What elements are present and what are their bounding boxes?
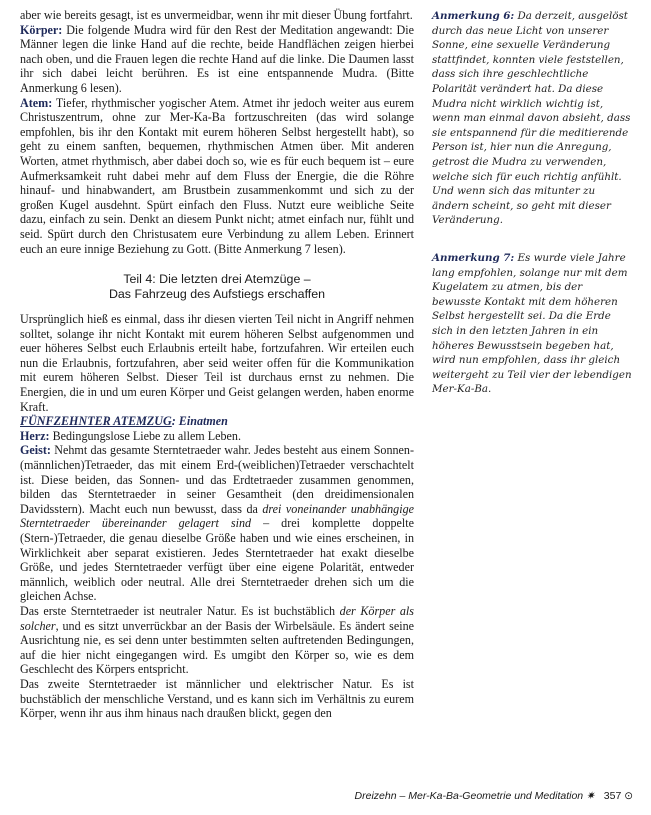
paragraph-atem [20, 96, 414, 257]
paragraph-koerper [20, 23, 414, 96]
paragraph-geist [20, 443, 414, 604]
text-p5-a: Das erste Sterntetraeder ist neutraler Natur. Es ist buchstäblich [20, 603, 340, 618]
paragraph-second-tetrahedron: Das zweite Sterntetraeder ist männlicher und elektrischer Natur. Es ist buchstäblich der menschliche Verstand, und es kann sich im Verhältnis zu eurem Körper, wenn ihr aus ihm hinaus nach draußen blickt, gegen den [20, 676, 414, 721]
text-atem: Tiefer, rhythmischer yogischer Atem. Atmet ihr jedoch weiter aus eurem Christuszentrum, ohne zur Mer-Ka-Ba fortzuschreiten (das wird solange empfohlen, bis ihr den Kontakt mit eurem höheren Selbst hergestellt habt), so geht zu einem sanften, bequemen, rhythmischen Atmen über. Mit anderen Worten, atmet rhythmisch, aber dabei doch so, wie es für euch bequem ist – eure Aufmerksamkeit ruht dabei mehr auf dem Fluss der Energie, die die Röhre hinauf- und hinabwandert, am Brustbein zusammenkommt und sich zu der großen Kugel ausdehnt. Spürt einfach den Fluss. Nutzt eure weibliche Seite dazu, einfach zu sein. Denkt an diesem Punkt nicht; atmet einfach nur, fühlt und seid. Spürt durch den Christusatem eure Verbindung zu allem Leben. Erinnert euch an eure innige Beziehung zu Gott. (Bitte Anmerkung 7 lesen). [20, 95, 414, 256]
section-title-sub: : Einatmen [171, 414, 228, 429]
sidebar-note-6 [432, 9, 632, 228]
text-geist-emphasis: drei voneinander unabhängige Sterntetraeder übereinander gelagert sind [20, 501, 414, 531]
note7-label: Anmerkung 7: [432, 252, 515, 264]
note6-label: Anmerkung 6: [432, 10, 515, 22]
section-title-main: FÜNFZEHNTER ATEMZUG [20, 414, 172, 429]
text-geist-b: – drei komplette doppelte (Stern-)Tetraeder, die genau dieselbe Größe haben und wie eines erscheinen, in Wirklichkeit aber separat existieren. Jedes Sterntetraeder hat exakt dieselbe Größe, und jedes Sterntetraeder verfügt über eine eigene Polarität, entweder männlich, weiblich oder neutral. Alle drei Sterntetraeder drehen sich um die gleichen Achse. [20, 516, 414, 604]
text-geist-a: Nehmt das gesamte Sterntetraeder wahr. Jedes besteht aus einem Sonnen-(männlichen)Tetraeder, das mit einem Erd-(weiblichen)Tetraeder verschachtelt ist. Diese beiden, das Sonnen- und das Erdtetraeder zusammen genommen, bilden das Sterntetraeder in seiner Gesamtheit (den dreidimensionalen Davidsstern). Macht euch nun bewusst, dass da [20, 443, 414, 516]
page-number: 357 ⊙ [603, 790, 633, 802]
label-atem: Atem: [20, 95, 53, 110]
label-koerper: Körper: [20, 22, 63, 37]
label-geist: Geist: [20, 443, 51, 458]
paragraph-intro-part4: Ursprünglich hieß es einmal, dass ihr diesen vierten Teil nicht in Angriff nehmen solltet, solange ihr nicht Kontakt mit eurem höheren Selbst aufgenommen und euer höheres Selbst euch Erlaubnis erteilt habe, fortzufahren. Wir erteilen euch nun die Erlaubnis, fortzufahren, aber seid weiter offen für die Kommunikation mit eurem höheren Selbst. Dieser Teil ist durchaus ernst zu nehmen. Die Energien, die in und um euren Körper und Geist gelangen werden, haben enorme Kraft. [20, 312, 414, 414]
note7-text: Es wurde viele Jahre lang empfohlen, solange nur mit dem Kugelatem zu atmen, bis der bewusste Kontakt mit dem höheren Selbst hergestellt sei. Da die Erde sich in den letzten Jahren in ein höheres Bewusstsein begeben hat, wird nun empfohlen, dass ihr gleich weitergeht zu Teil vier der lebendigen Mer-Ka-Ba. [432, 252, 632, 396]
sidebar-note-7 [432, 251, 632, 397]
note6-text: Da derzeit, ausgelöst durch das neue Licht von unserer Sonne, eine sexuelle Veränderung stattfindet, konnten viele feststellen, dass sich ihre geschlechtliche Polarität verändert hat. Da diese Mudra nicht wirklich wichtig ist, wenn man einmal davon absieht, dass sie entspannend für die meditierende Person ist, hier nun die Anregung, getrost die Mudra zu verwenden, welche sich für euch richtig anfühlt. Und wenn sich das mitunter zu ändern scheint, so geht mit dieser Veränderung. [432, 10, 631, 227]
paragraph-first-tetrahedron [20, 604, 414, 677]
paragraph-herz [20, 429, 414, 444]
page-footer [355, 790, 633, 802]
main-column [20, 8, 414, 721]
text-koerper: Die folgende Mudra wird für den Rest der Meditation angewandt: Die Männer legen die linke Hand auf die rechte, beide Handflächen zeigen hierbei nach oben, und die Frauen legen die rechte Hand auf die linke. Die Daumen lasst ihr sich dabei leicht berühren. Es ist eine entspannende Mudra. (Bitte Anmerkung 6 lesen). [20, 22, 414, 95]
label-herz: Herz: [20, 428, 50, 443]
part-heading-line1: Teil 4: Die letzten drei Atemzüge – [123, 272, 311, 287]
section-title [20, 414, 414, 429]
text-p5-b: , und es sitzt unverrückbar an der Basis der Wirbelsäule. Es ändert seine Ausrichtung nie, es sei denn unter bestimmten selten auftretenden Bedingungen, auf die hier nicht eingegangen wird. Es umgibt den Körper so, wie es dem Geschlecht des Körpers entspricht. [20, 618, 414, 677]
text-p5-emphasis: der Körper als solcher [20, 603, 414, 633]
text-herz: Bedingungslose Liebe zu allem Leben. [52, 428, 241, 443]
running-title: Dreizehn – Mer-Ka-Ba-Geometrie und Meditation ✷ [354, 790, 595, 802]
part-heading-line2: Das Fahrzeug des Aufstiegs erschaffen [108, 287, 326, 302]
part-heading [20, 272, 414, 302]
paragraph-continuation: aber wie bereits gesagt, ist es unvermeidbar, wenn ihr mit dieser Übung fortfahrt. [20, 8, 413, 22]
